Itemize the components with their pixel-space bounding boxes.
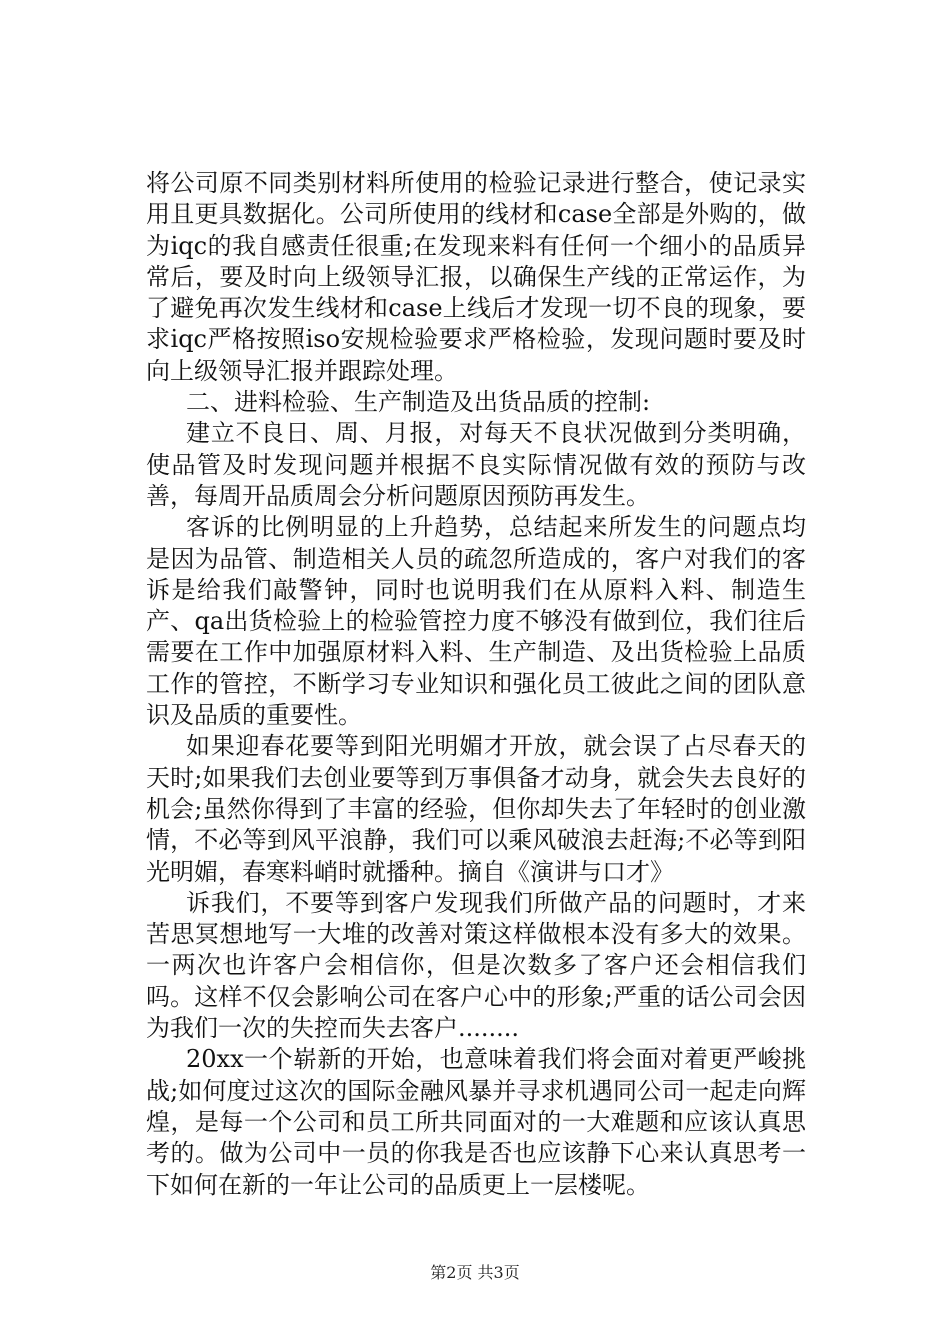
paragraph-4: 客诉的比例明显的上升趋势，总结起来所发生的问题点均是因为品管、制造相关人员的疏忽所造成的，客户对我们的客诉是给我们敲警钟，同时也说明我们在从原料入料、制造生产、qa出货检验上的检验管控力度不够没有做到位，我们往后需要在工作中加强原材料入料、生产制造、及出货检验上品质工作的管控，不断学习专业知识和强化员工彼此之间的团队意识及品质的重要性。 xyxy=(146,513,806,730)
paragraph-1: 将公司原不同类别材料所使用的检验记录进行整合，使记录实用且更具数据化。公司所使用的线材和case全部是外购的，做为iqc的我自感责任很重;在发现来料有任何一个细小的品质异常后，要及时向上级领导汇报，以确保生产线的正常运作，为了避免再次发生线材和case上线后才发现一切不良的现象，要求iqc严格按照iso安规检验要求严格检验，发现问题时要及时向上级领导汇报并跟踪处理。 xyxy=(146,169,806,385)
paragraph-6: 诉我们，不要等到客户发现我们所做产品的问题时，才来苦思冥想地写一大堆的改善对策这样做根本没有多大的效果。一两次也许客户会相信你，但是次数多了客户还会相信我们吗。这样不仅会影响公司在客户心中的形象;严重的话公司会因为我们一次的失控而失去客户........ xyxy=(146,888,806,1043)
paragraph-7: 20xx一个崭新的开始，也意味着我们将会面对着更严峻挑战;如何度过这次的国际金融风暴并寻求机遇同公司一起走向辉煌，是每一个公司和员工所共同面对的一大难题和应该认真思考的。做为公司中一员的你我是否也应该静下心来认真思考一下如何在新的一年让公司的品质更上一层楼呢。 xyxy=(146,1045,806,1199)
paragraph-2-section-heading: 二、进料检验、生产制造及出货品质的控制: xyxy=(186,388,651,417)
page-number-footer: 第2页 共3页 xyxy=(430,1263,520,1282)
paragraph-3: 建立不良日、周、月报，对每天不良状况做到分类明确，使品管及时发现问题并根据不良实际情况做有效的预防与改善，每周开品质周会分析问题原因预防再发生。 xyxy=(146,419,806,510)
document-body xyxy=(146,168,806,1201)
paragraph-5: 如果迎春花要等到阳光明媚才开放，就会误了占尽春天的天时;如果我们去创业要等到万事俱备才动身，就会失去良好的机会;虽然你得到了丰富的经验，但你却失去了年轻时的创业激情，不必等到风平浪静，我们可以乘风破浪去赶海;不必等到阳光明媚，春寒料峭时就播种。摘自《演讲与口才》 xyxy=(146,732,806,886)
